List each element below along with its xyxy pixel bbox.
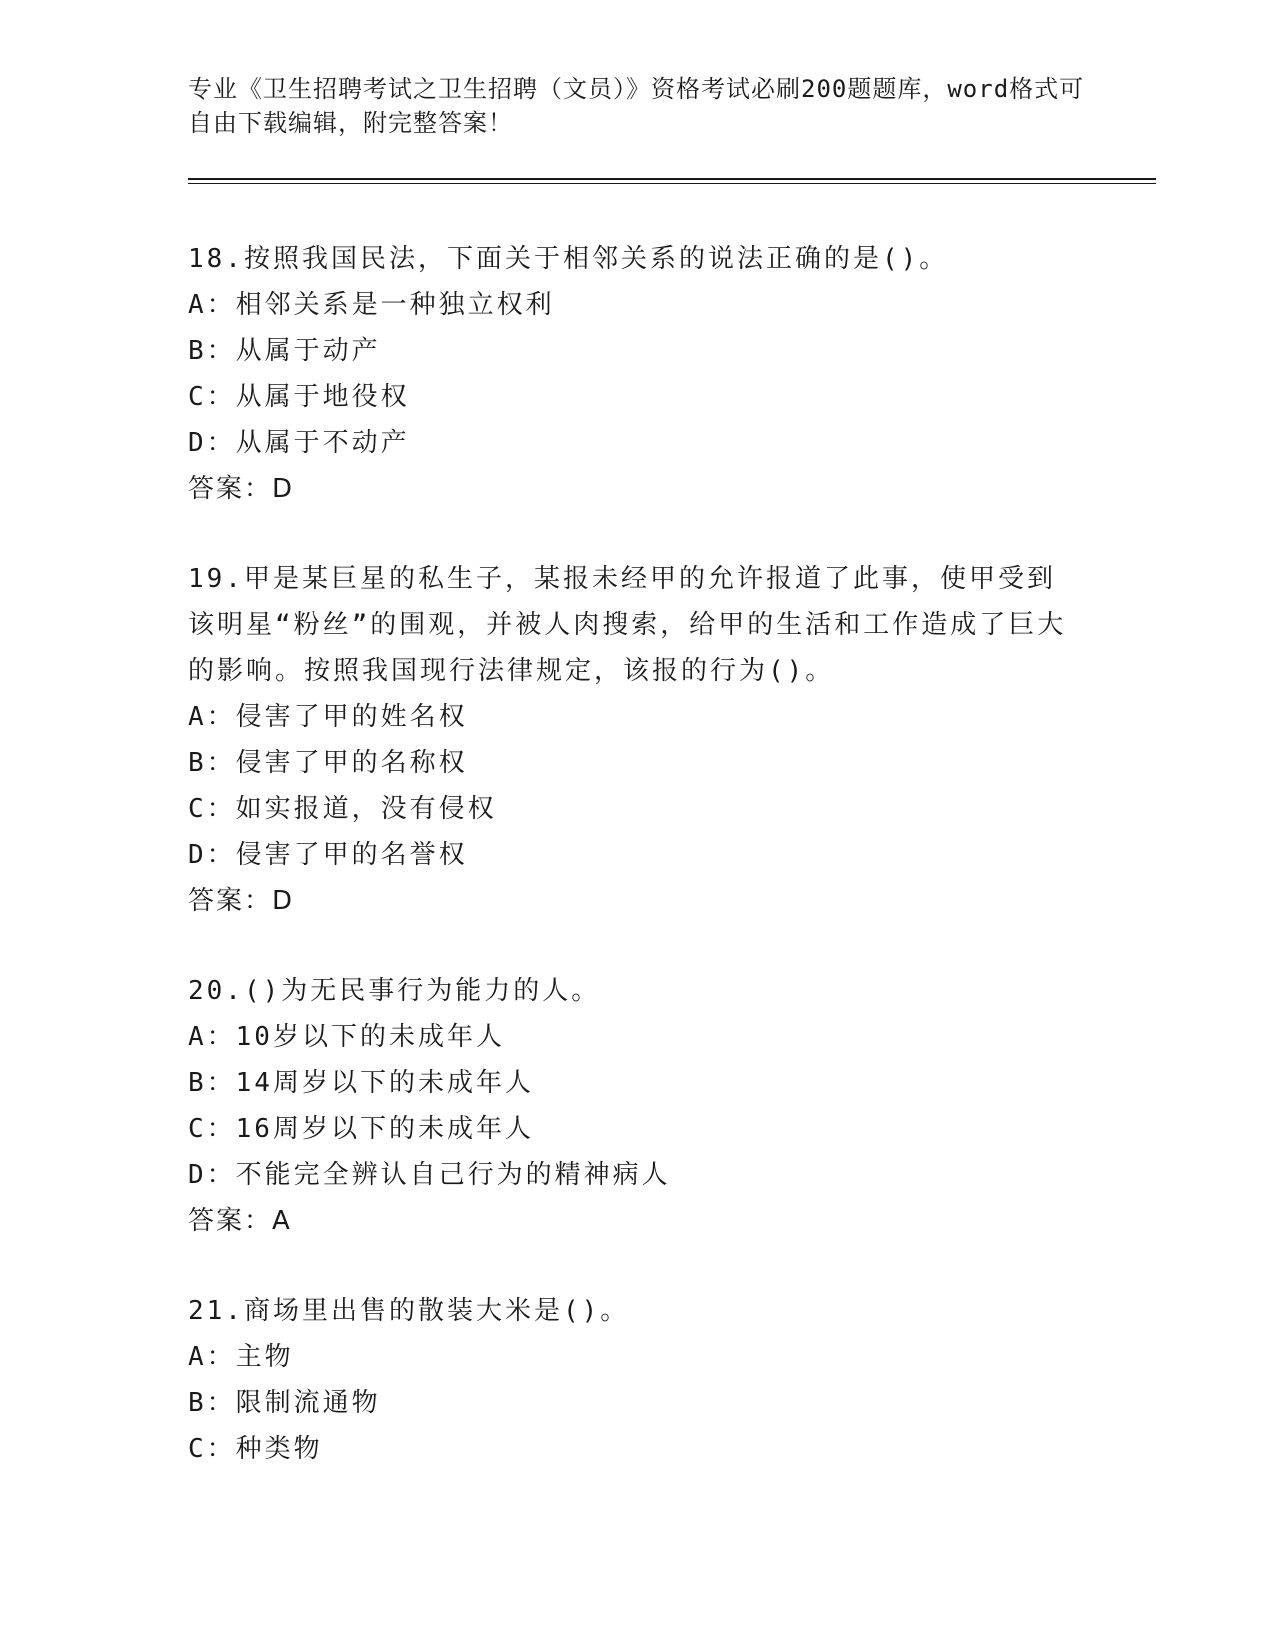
question-stem: 21.商场里出售的散装大米是()。 — [188, 1296, 630, 1326]
question-21 — [188, 1288, 1088, 1472]
document-header: 专业《卫生招聘考试之卫生招聘（文员）》资格考试必刷200题题库，word格式可自由下载编辑，附完整答案！ — [188, 75, 1085, 137]
option-b: B：14周岁以下的未成年人 — [188, 1068, 534, 1098]
question-stem: 18.按照我国民法，下面关于相邻关系的说法正确的是()。 — [188, 244, 949, 274]
question-list — [188, 236, 1088, 1516]
answer-label: 答案：D — [188, 886, 295, 916]
option-d: D：从属于不动产 — [188, 428, 410, 458]
option-c: C：如实报道，没有侵权 — [188, 794, 497, 824]
option-b: B：侵害了甲的名称权 — [188, 748, 468, 778]
option-b: B：限制流通物 — [188, 1388, 381, 1418]
option-c: C：从属于地役权 — [188, 382, 410, 412]
option-a: A：相邻关系是一种独立权利 — [188, 290, 555, 320]
question-stem: 19.甲是某巨星的私生子，某报未经甲的允许报道了此事，使甲受到该明星“粉丝”的围观，并被人肉搜索，给甲的生活和工作造成了巨大的影响。按照我国现行法律规定，该报的行为()。 — [188, 564, 1067, 686]
answer-label: 答案：A — [188, 1206, 292, 1236]
option-a: A：10岁以下的未成年人 — [188, 1022, 505, 1052]
question-stem: 20.()为无民事行为能力的人。 — [188, 976, 601, 1006]
option-c: C：16周岁以下的未成年人 — [188, 1114, 534, 1144]
header-divider-thin — [188, 183, 1156, 184]
question-20 — [188, 968, 1088, 1244]
option-a: A：主物 — [188, 1342, 294, 1372]
option-c: C：种类物 — [188, 1434, 323, 1464]
option-d: D：侵害了甲的名誉权 — [188, 840, 468, 870]
answer-label: 答案：D — [188, 474, 295, 504]
option-b: B：从属于动产 — [188, 336, 381, 366]
question-19 — [188, 556, 1088, 924]
header-divider-thick — [188, 178, 1156, 180]
option-d: D：不能完全辨认自己行为的精神病人 — [188, 1160, 671, 1190]
option-a: A：侵害了甲的姓名权 — [188, 702, 468, 732]
question-18 — [188, 236, 1088, 512]
